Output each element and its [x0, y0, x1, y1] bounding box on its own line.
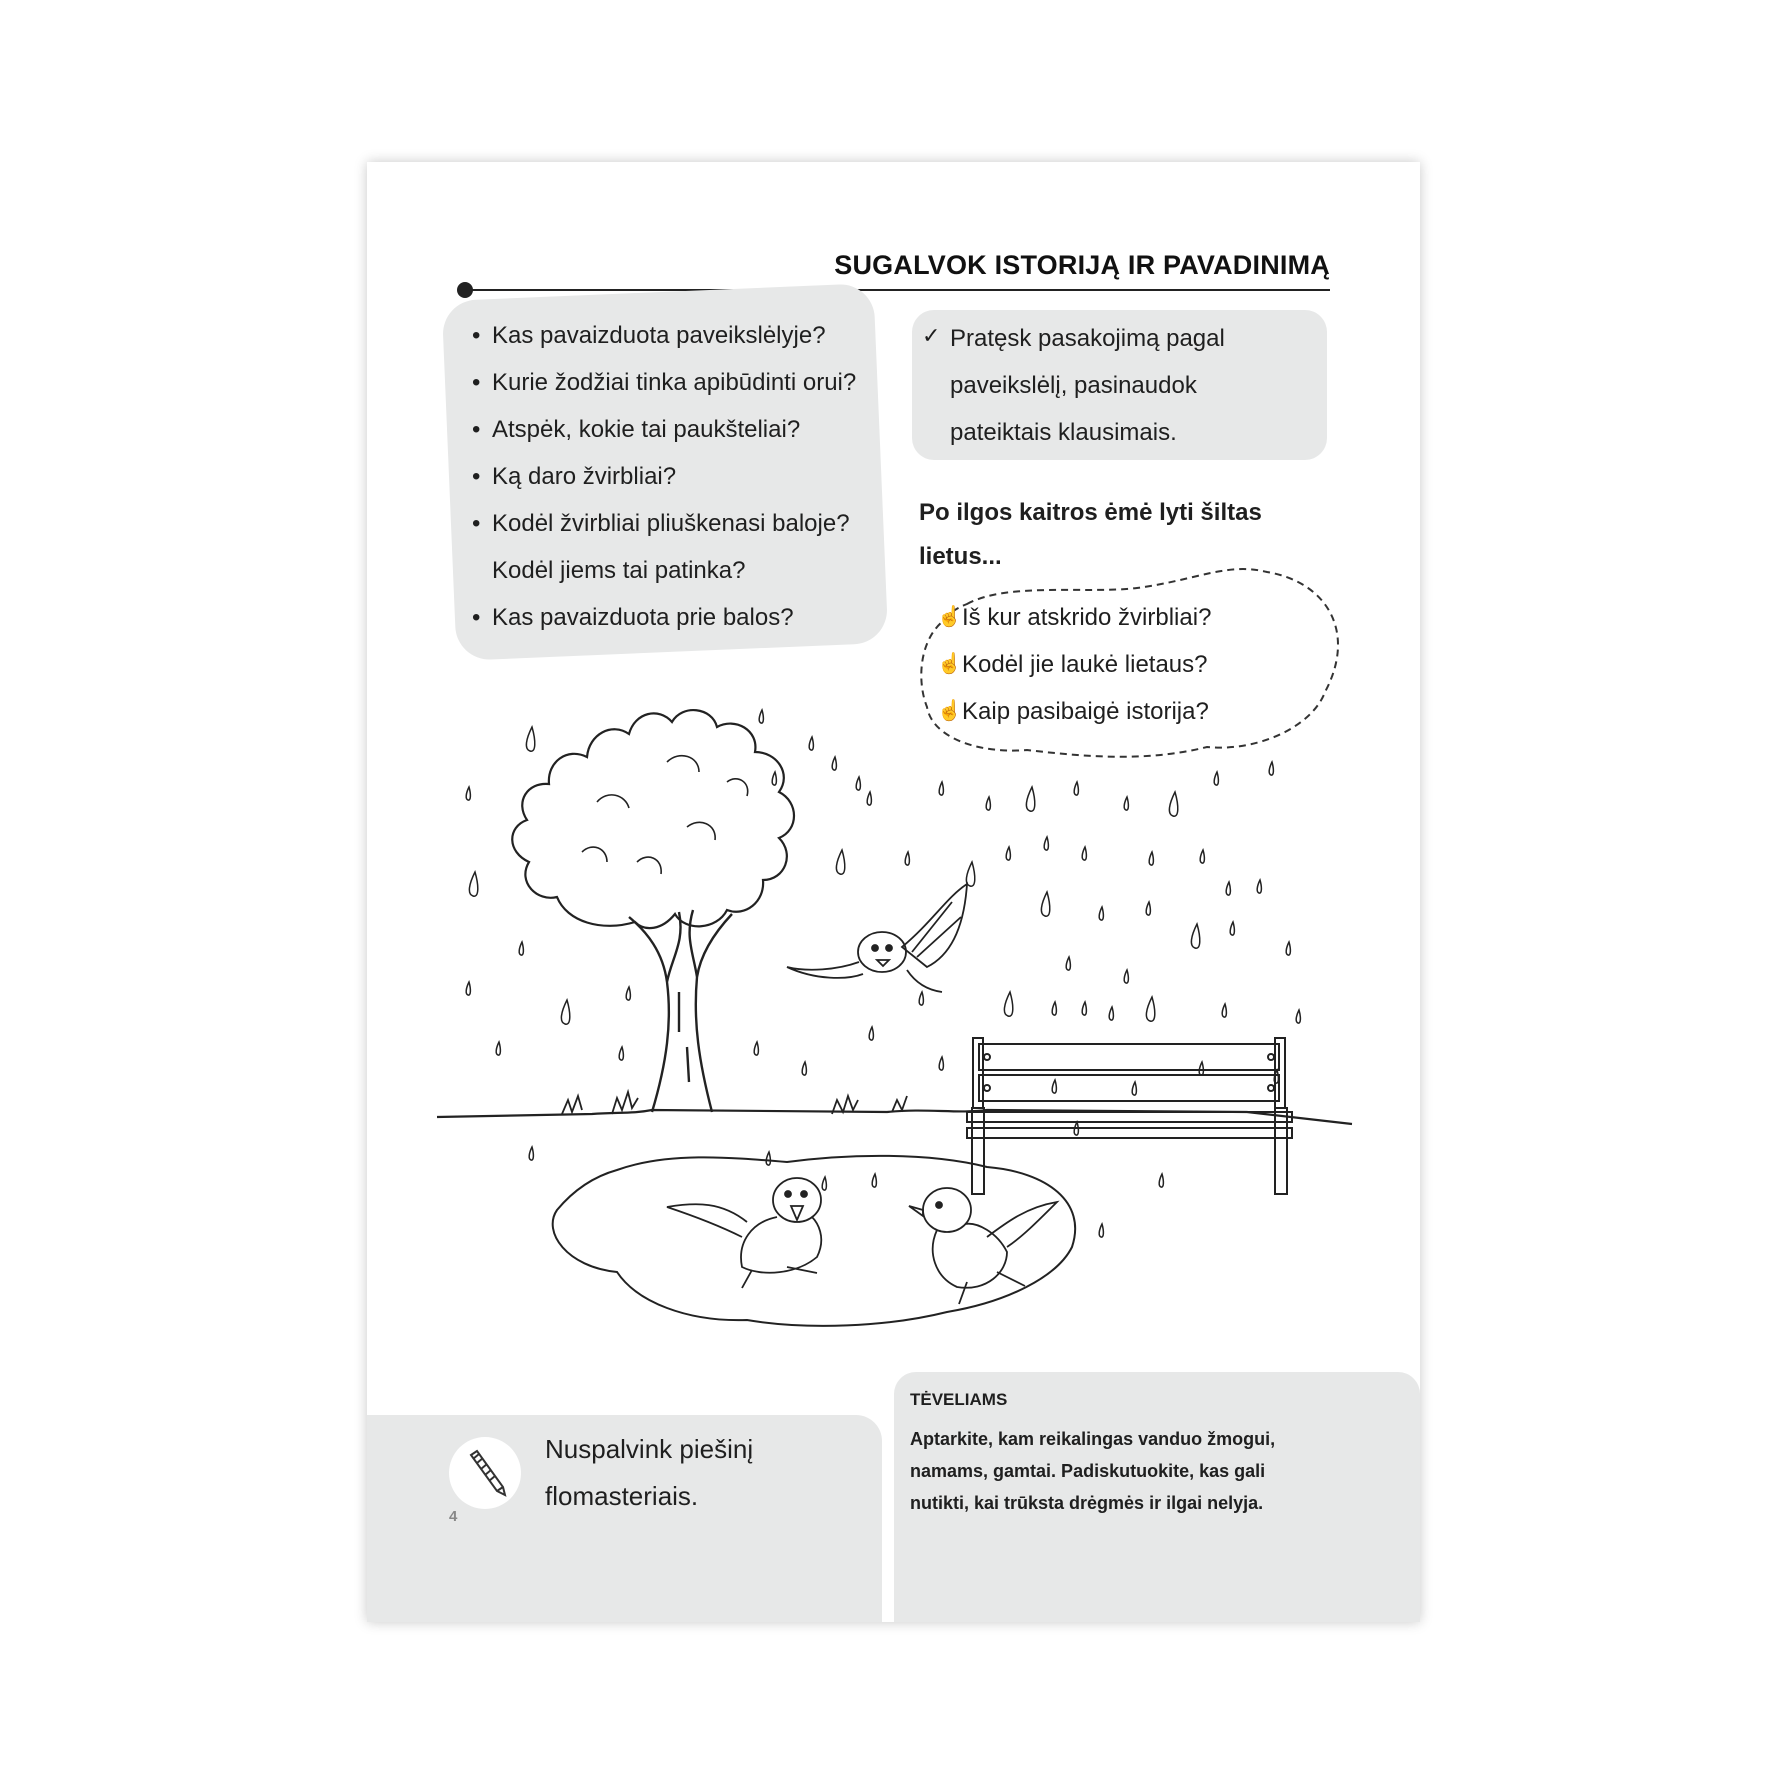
tree-trunk — [629, 910, 732, 1112]
puddle-sparrow-right — [909, 1188, 1057, 1304]
pointing-hand-icon: ☝ — [937, 700, 962, 722]
list-item: • Kurie žodžiai tinka apibūdinti orui? — [472, 359, 902, 406]
pointing-hand-icon: ☝ — [937, 653, 962, 675]
workbook-page — [367, 162, 1420, 1622]
tree-crown — [512, 710, 794, 928]
puddle — [553, 1156, 1075, 1326]
page-number: 4 — [449, 1508, 458, 1525]
page-title: SUGALVOK ISTORIJĄ IR PAVADINIMĄ — [834, 250, 1330, 280]
parents-note-line: nutikti, kai trūksta drėgmės ir ilgai nelyja. — [910, 1493, 1264, 1513]
list-item: • Ką daro žvirbliai? — [472, 453, 902, 500]
list-item: • Atspėk, kokie tai paukšteliai? — [472, 406, 902, 453]
list-item: Kodėl jiems tai patinka? — [492, 557, 746, 584]
tree-crown-detail — [582, 756, 748, 874]
pencil-icon — [449, 1437, 521, 1509]
story-start-line: lietus... — [919, 543, 1002, 570]
parents-note-title: TĖVELIAMS — [910, 1390, 1008, 1409]
story-start-line: Po ilgos kaitros ėmė lyti šiltas — [919, 499, 1262, 526]
pointing-hand-icon: ☝ — [937, 606, 962, 628]
cloud-question: Iš kur atskrido žvirbliai? — [962, 604, 1212, 631]
list-item: • Kodėl žvirbliai pliuškenasi baloje? — [472, 500, 902, 547]
puddle-sparrow-left — [667, 1178, 821, 1288]
task-line: pateiktais klausimais. — [950, 419, 1177, 446]
list-item: • Kas pavaizduota prie balos? — [472, 594, 902, 641]
coloring-instruction: Nuspalvink piešinį — [545, 1434, 754, 1464]
coloring-instruction: flomasteriais. — [545, 1481, 699, 1511]
list-item: • Kas pavaizduota paveikslėlyje? — [472, 312, 902, 359]
task-line: paveikslėlį, pasinaudok — [950, 372, 1197, 399]
parents-note-line: namams, gamtai. Padiskutuokite, kas gali — [910, 1461, 1266, 1481]
cloud-question: Kaip pasibaigė istorija? — [962, 698, 1209, 725]
parents-note-line: Aptarkite, kam reikalingas vanduo žmogui, — [910, 1429, 1276, 1449]
cloud-question: Kodėl jie laukė lietaus? — [962, 651, 1208, 678]
rain-drops — [466, 710, 1300, 1237]
flying-sparrow — [787, 884, 967, 992]
checkmark-icon: ✓ — [922, 323, 941, 348]
task-line: Pratęsk pasakojimą pagal — [950, 325, 1225, 352]
